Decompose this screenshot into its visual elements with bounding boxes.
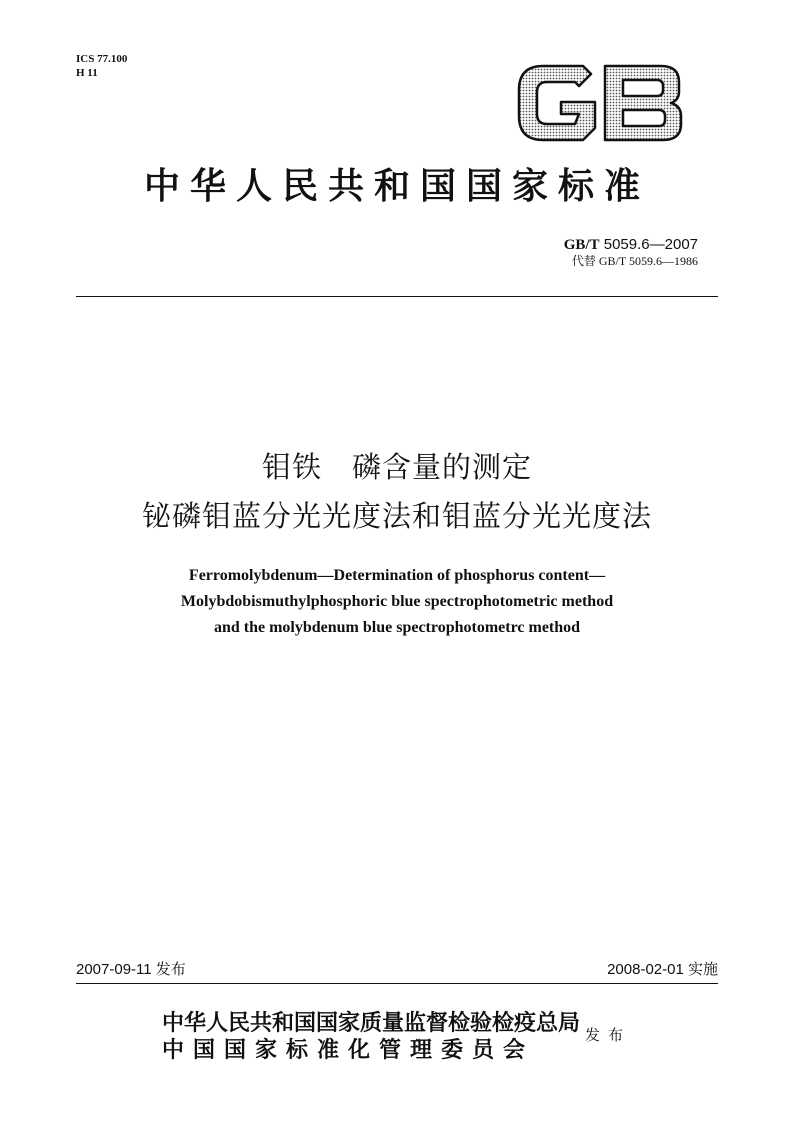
en-title-line2: Molybdobismuthylphosphoric blue spectrophotometric method xyxy=(180,593,614,610)
effective-date: 2008-02-01 实施 xyxy=(607,961,718,978)
publish-date: 2007-09-11 发布 xyxy=(76,961,186,978)
cn-title-line2: 铋磷钼蓝分光光度法和钼蓝分光光度法 xyxy=(141,499,652,533)
national-standard-title: 中华人民共和国国家标准 xyxy=(143,165,650,207)
standard-prefix: GB/T xyxy=(563,237,600,253)
cn-title-line1: 钼铁 磷含量的测定 xyxy=(261,450,532,484)
classification-codes xyxy=(76,52,127,80)
en-title-line3: and the molybdenum blue spectrophotometrc method xyxy=(213,619,581,636)
ccs-code: H 11 xyxy=(76,67,98,79)
issue-label: 发布 xyxy=(585,1026,632,1044)
ics-code: ICS 77.100 xyxy=(76,53,128,65)
en-title-line1: Ferromolybdenum—Determination of phosphorus content— xyxy=(188,567,606,584)
replaces-standard: 代替 GB/T 5059.6—1986 xyxy=(571,254,698,268)
issuer-aqsiq: 中华人民共和国国家质量监督检验检疫总局 xyxy=(162,1010,581,1036)
issuer-sac: 中国国家标准化管理委员会 xyxy=(162,1037,535,1063)
header-divider xyxy=(76,296,718,297)
standard-number xyxy=(564,236,698,254)
standard-code: 5059.6—2007 xyxy=(603,236,698,253)
footer-divider xyxy=(76,983,718,984)
gb-logo-icon xyxy=(513,62,685,144)
